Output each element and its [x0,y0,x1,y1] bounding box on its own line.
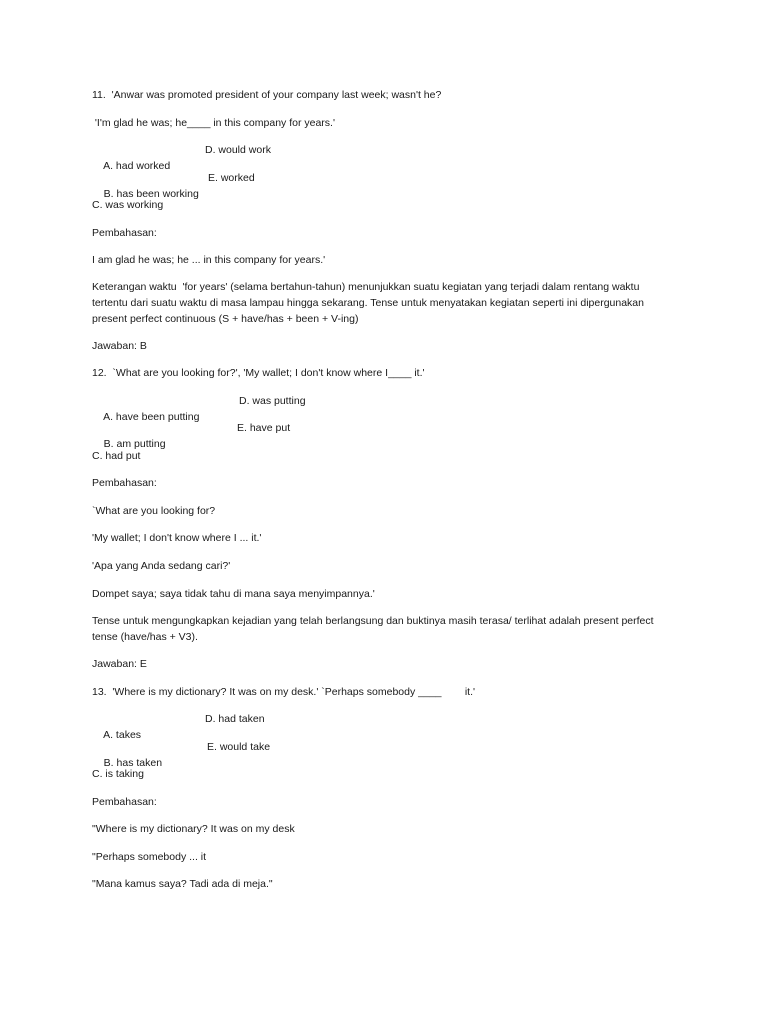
explanation-line: Dompet saya; saya tidak tahu di mana saya menyimpannya.' [92,588,375,600]
option-b: B. has taken [103,757,163,769]
question-13: 13. 'Where is my dictionary? It was on my desk.' `Perhaps somebody ____ it.' [92,686,476,698]
option-a: A. had worked [103,160,171,172]
answer-key: Jawaban: E [92,658,147,670]
option-d: D. would work [205,144,271,156]
explanation-line: "Perhaps somebody ... it [92,851,207,863]
pembahasan-heading: Pembahasan: [92,477,157,489]
explanation-paragraph-line: tertentu dari suatu waktu di masa lampau hingga sekarang. Tense untuk menyatakan kegiatan seperti ini dipergunakan [92,297,644,309]
explanation-line: `What are you looking for? [92,505,216,517]
option-e: E. have put [237,422,291,434]
option-a: A. have been putting [103,411,200,423]
option-d: D. was putting [239,395,306,407]
question-11: 11. 'Anwar was promoted president of your company last week; wasn't he? [92,89,442,101]
option-c: C. is taking [92,768,144,780]
option-e: E. would take [207,741,271,753]
option-b: B. am putting [103,438,166,450]
option-b: B. has been working [103,188,199,200]
explanation-line: "Where is my dictionary? It was on my desk [92,823,295,835]
explanation-line: I am glad he was; he ... in this company for years.' [92,254,326,266]
explanation-line: 'Apa yang Anda sedang cari?' [92,560,231,572]
option-d: D. had taken [205,713,265,725]
answer-key: Jawaban: B [92,340,147,352]
explanation-line: "Mana kamus saya? Tadi ada di meja." [92,878,273,890]
option-e: E. worked [208,172,255,184]
explanation-paragraph-line: Keterangan waktu 'for years' (selama bertahun-tahun) menunjukkan suatu kegiatan yang terjadi dalam rentang waktu [92,281,640,293]
option-c: C. was working [92,199,164,211]
pembahasan-heading: Pembahasan: [92,227,157,239]
explanation-paragraph-line: tense (have/has + V3). [92,631,198,643]
question-11-prompt: 'I'm glad he was; he____ in this company for years.' [92,117,335,129]
option-c: C. had put [92,450,141,462]
explanation-paragraph-line: Tense untuk mengungkapkan kejadian yang telah berlangsung dan buktinya masih terasa/ terlihat adalah present perfect [92,615,654,627]
explanation-paragraph-line: present perfect continuous (S + have/has + been + V-ing) [92,313,359,325]
option-a: A. takes [103,729,142,741]
question-12: 12. `What are you looking for?', 'My wallet; I don't know where I____ it.' [92,367,425,379]
pembahasan-heading: Pembahasan: [92,796,157,808]
explanation-line: 'My wallet; I don't know where I ... it.' [92,532,262,544]
